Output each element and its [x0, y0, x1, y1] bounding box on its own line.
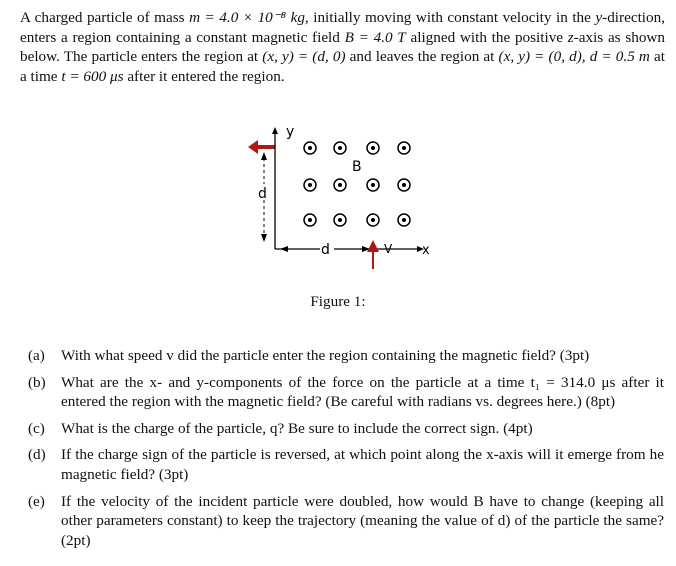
magnetic-field-dots [304, 142, 410, 226]
question-d [28, 445, 664, 484]
problem-statement [20, 8, 665, 86]
z-axis: z [567, 28, 574, 46]
intro-text-8: after it entered the region. [123, 67, 285, 85]
question-label: (c) [28, 419, 45, 437]
field-out-of-page-icon [304, 179, 316, 191]
d-label-horizontal: d [321, 242, 330, 258]
field-out-of-page-icon [334, 142, 346, 154]
intro-text-7: at a time [20, 48, 665, 85]
question-text: If the charge sign of the particle is reversed, at which point along the x-axis will it emerge from he magnetic field? (3pt) [61, 446, 664, 483]
question-b [28, 373, 664, 412]
field-value: B = 4.0 T [344, 28, 406, 46]
question-label: (b) [28, 373, 46, 391]
intro-text-3: -direction, enters a region containing a constant magnetic field [20, 9, 665, 46]
question-e [28, 492, 664, 551]
time-value: t = 600 μs [61, 67, 124, 85]
question-label: (a) [28, 347, 45, 364]
y-axis-label: y [286, 124, 295, 140]
question-text: What is the charge of the particle, q? Be sure to include the correct sign. (4pt) [61, 419, 533, 437]
entry-point: (x, y) = (d, 0) [262, 48, 346, 66]
d-label-vertical: d [258, 186, 267, 202]
field-out-of-page-icon [367, 142, 379, 154]
intro-text-4: aligned with the positive [405, 28, 568, 46]
field-out-of-page-icon [367, 214, 379, 226]
intro-text-6: and leaves the region at [345, 48, 499, 66]
x-axis-label: x [422, 243, 430, 258]
velocity-arrow-icon [367, 240, 379, 269]
question-a [28, 346, 664, 366]
question-list [28, 346, 664, 557]
field-out-of-page-icon [334, 179, 346, 191]
question-c [28, 419, 664, 439]
field-label-b: B [352, 159, 362, 175]
question-label: (d) [28, 446, 46, 464]
question-text: What are the x- and y-components of the force on the particle at a time t₁ = 314.0 μs after it entered the region with the magnetic field? (Be careful with radians vs. degrees here.) (8pt) [61, 373, 664, 411]
mass-value: m = 4.0 × 10⁻⁸ kg [189, 9, 305, 26]
field-out-of-page-icon [398, 214, 410, 226]
question-text: If the velocity of the incident particle were doubled, how would B have to change (keeping all other parameters constant) to keep the trajectory (meaning the value of d) of the particle the same? (2pt) [61, 492, 664, 549]
intro-text-5: -axis as shown below. The particle enters the region at [20, 28, 665, 66]
intro-text-2: , initially moving with constant velocity in the [304, 9, 596, 26]
x-axis [275, 246, 424, 252]
figure-1-diagram [240, 118, 440, 278]
exit-arrow-icon [248, 140, 275, 154]
field-out-of-page-icon [398, 179, 410, 191]
field-out-of-page-icon [304, 142, 316, 154]
field-out-of-page-icon [367, 179, 379, 191]
question-label: (e) [28, 492, 45, 510]
exit-point: (x, y) = (0, d), d = 0.5 m [498, 48, 650, 66]
field-out-of-page-icon [334, 214, 346, 226]
field-out-of-page-icon [304, 214, 316, 226]
velocity-label: V [384, 242, 393, 256]
figure-caption: Figure 1: [310, 293, 366, 310]
field-out-of-page-icon [398, 142, 410, 154]
intro-text-1: A charged particle of mass [20, 9, 190, 26]
y-direction: y [595, 9, 603, 26]
question-text: With what speed v did the particle enter the region containing the magnetic field? (3pt) [61, 347, 590, 364]
